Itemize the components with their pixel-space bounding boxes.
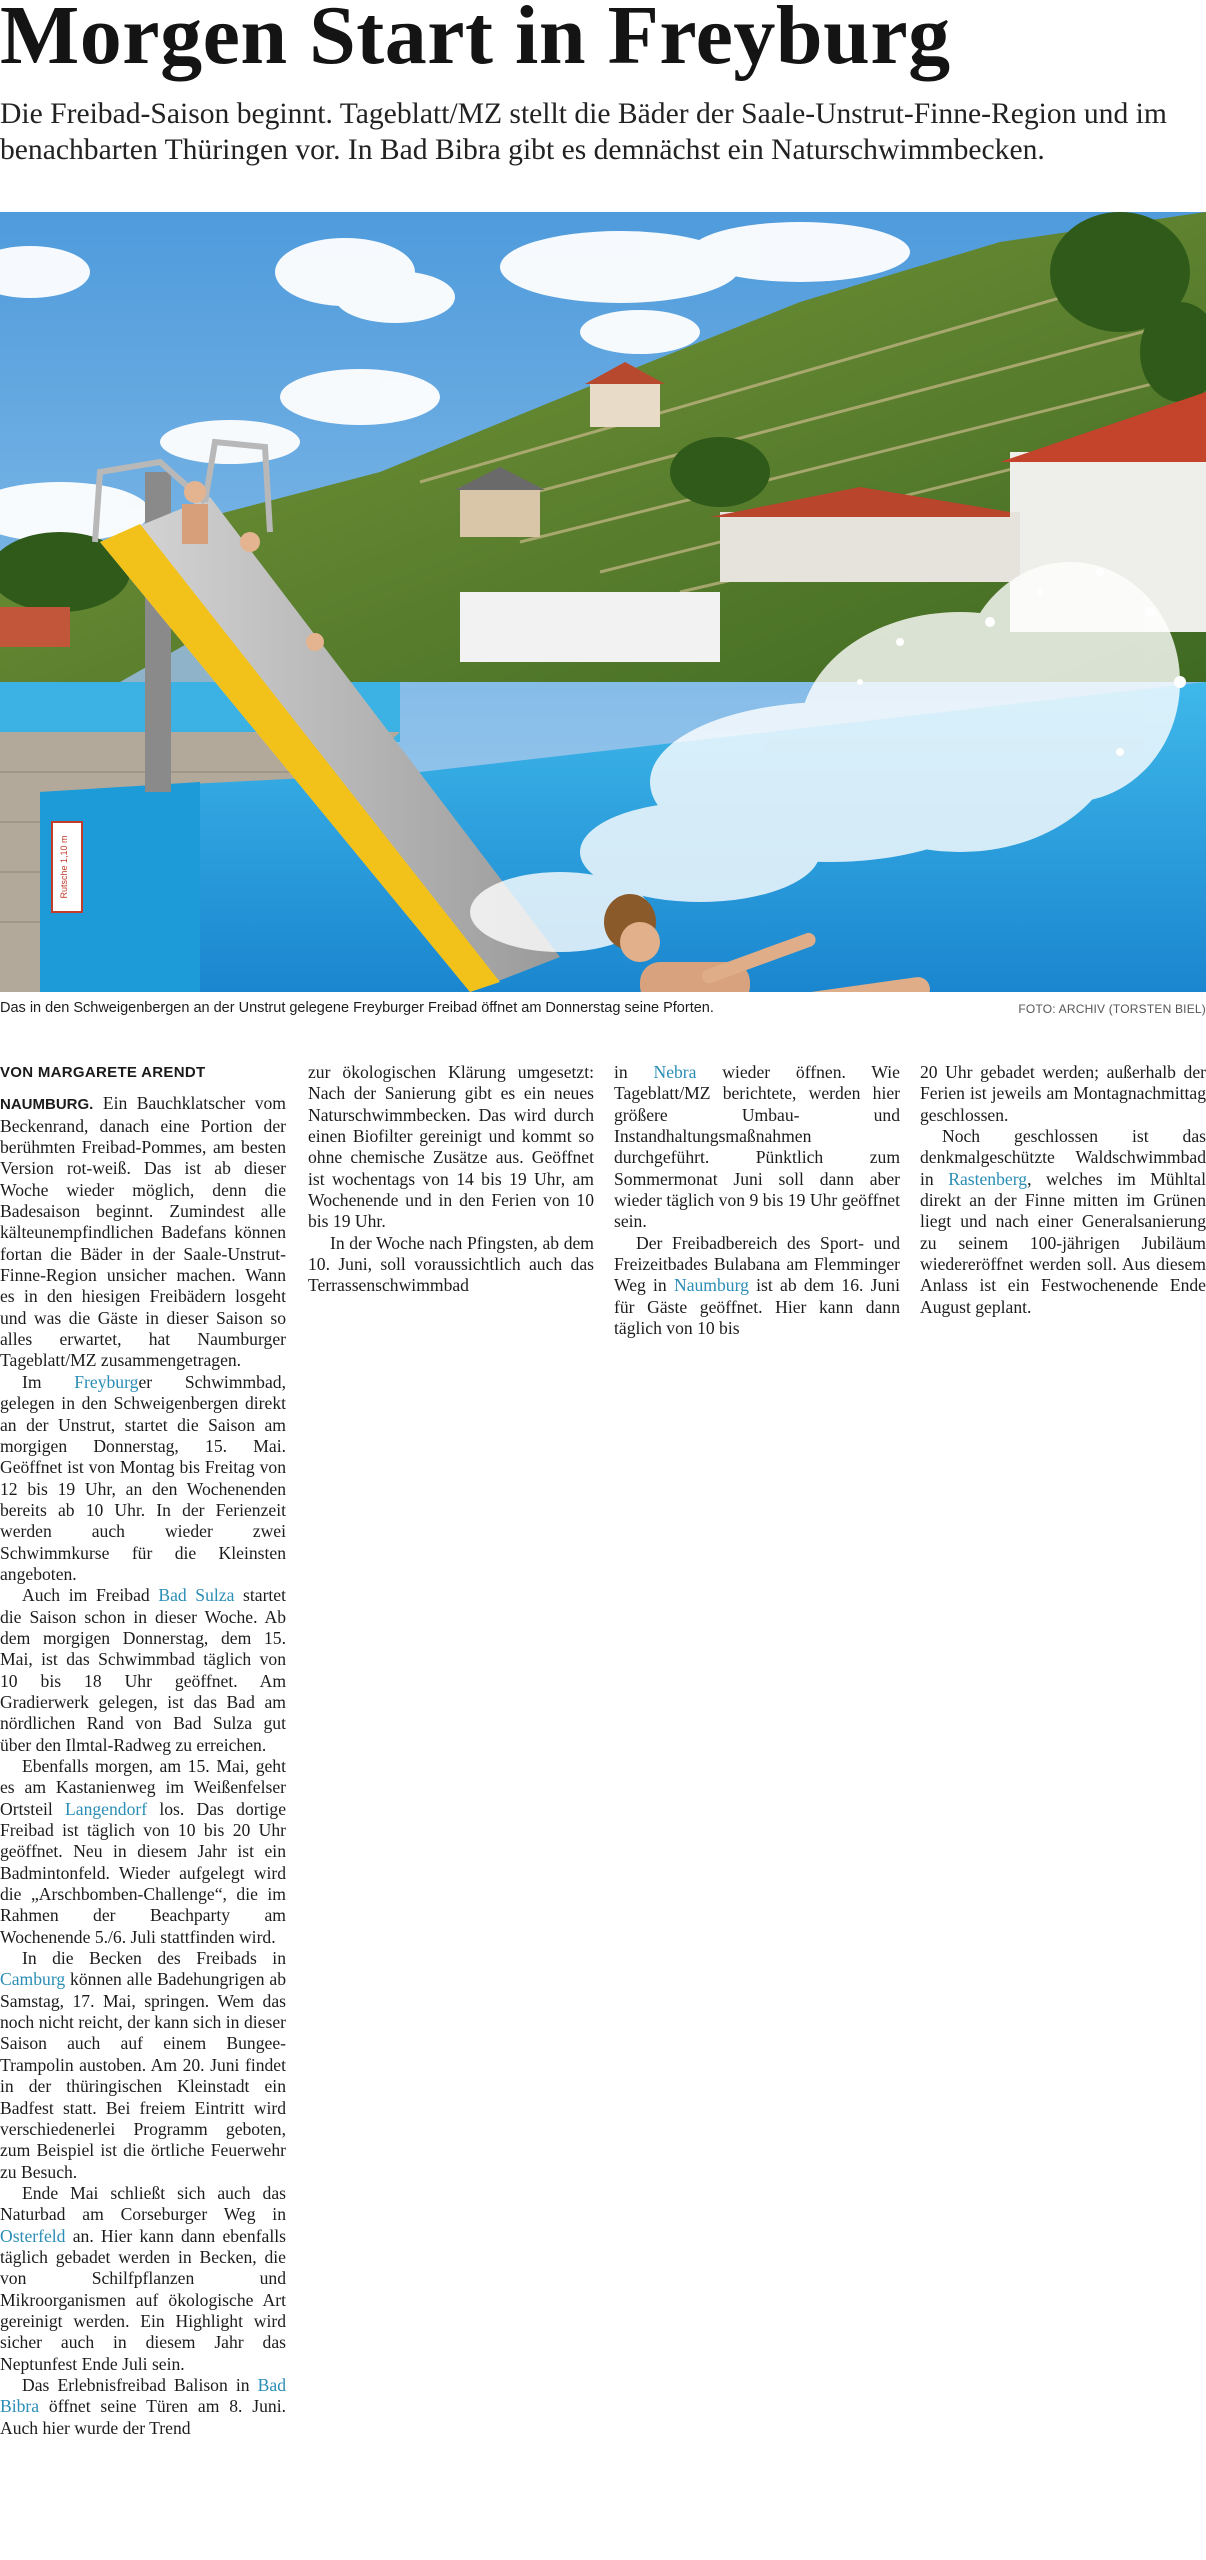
place-link-naumburg[interactable]: Naumburg — [673, 1275, 749, 1296]
place-link-bad-bibra[interactable]: Bad Bibra — [0, 2374, 286, 2417]
paragraph-text: öffnet seine Türen am 8. Juni. Auch hier wurde der Trend — [0, 2396, 286, 2438]
paragraph-text: können alle Badehungrigen ab Samstag, 17. Mai, springen. Wem das noch nicht reicht, der kann sich in dieser Saison auch auf einem Bungee-Trampolin austoben. Am 20. Juni findet in der thüringischen Kleinstadt ein Badfest statt. Bei freiem Eintritt wird verschiedenerlei Programm geboten, zum Beispiel ist die örtliche Feuerwehr zu Besuch. — [0, 1969, 286, 2182]
column-1 — [0, 1062, 286, 2439]
paragraph-text: Noch geschlossen ist das denkmalgeschützte Waldschwimmbad in — [920, 1126, 1206, 1189]
paragraph — [0, 1585, 286, 1756]
paragraph-text: Im — [22, 1371, 75, 1392]
paragraph — [0, 1948, 286, 2183]
article-intro: Die Freibad-Saison beginnt. Tageblatt/MZ stellt die Bäder der Saale-Unstrut-Finne-Region und im benachbarten Thüringen vor. In Bad Bibra gibt es demnächst ein Naturschwimmbecken. — [0, 98, 1167, 166]
paragraph — [614, 1233, 900, 1340]
place-link-osterfeld[interactable]: Osterfeld — [0, 2225, 66, 2246]
paragraph — [614, 1062, 900, 1233]
article-photo — [0, 212, 1206, 992]
author-byline: VON MARGARETE ARENDT — [0, 1064, 206, 1081]
paragraph: 20 Uhr gebadet werden; außerhalb der Ferien ist jeweils am Montagnachmittag geschlossen. — [920, 1062, 1206, 1125]
paragraph — [0, 1372, 286, 1585]
paragraph-text: Ein Bauchklatscher vom Beckenrand, danach eine Portion der berühmten Freibad-Pommes, am besten Version rot-weiß. Das ist ab dieser Woche wieder möglich, denn die Badesaison beginnt. Zumindest alle kälteunempfindlichen Badefans können fortan die Bäder in der Saale-Unstrut-Finne-Region unsicher machen. Wann es in den hiesigen Freibädern losgeht und was die Gäste in dieser Saison so alles erwartet, hat Naumburger Tageblatt/MZ zusammengetragen. — [0, 1093, 286, 1371]
column-3 — [614, 1062, 900, 1339]
place-link-rastenberg[interactable]: Rastenberg — [948, 1168, 1028, 1189]
paragraph — [0, 2375, 286, 2439]
article-headline: Morgen Start in Freyburg — [0, 0, 951, 82]
photo-credit: FOTO: ARCHIV (TORSTEN BIEL) — [1018, 1002, 1206, 1016]
place-link-camburg[interactable]: Camburg — [0, 1969, 66, 1990]
paragraph-text: In die Becken des Freibads in — [22, 1948, 286, 1969]
paragraph-text: Ebenfalls morgen, am 15. Mai, geht es am Kastanienweg im Weißenfelser Ortsteil — [0, 1756, 286, 1819]
paragraph — [920, 1126, 1206, 1318]
paragraph — [0, 1756, 286, 1948]
freibad-photo-illustration — [0, 212, 1206, 992]
paragraph-text: , welches im Mühltal direkt an der Finne mitten im Grünen liegt und nach einer Generalsanierung zu seinem 100-jährigen Jubiläum wiedereröffnet werden soll. Aus diesem Anlass ist ein Festwochenende Ende August geplant. — [920, 1168, 1206, 1317]
paragraph-text: startet die Saison schon in dieser Woche. Ab dem morgigen Donnerstag, dem 15. Mai, ist das Schwimmbad täglich von 10 bis 18 Uhr geöffnet. Am Gradierwerk gelegen, ist das Bad am nördlichen Rand von Bad Sulza gut über den Ilmtal-Radweg zu erreichen. — [0, 1585, 287, 1755]
place-link-freyburg[interactable]: Freyburg — [74, 1371, 139, 1392]
article-body — [0, 1062, 1206, 2558]
paragraph-text: Ende Mai schließt sich auch das Naturbad am Corseburger Weg in — [0, 2182, 286, 2225]
paragraph-text: Das Erlebnisfreibad Balison in — [22, 2374, 258, 2395]
paragraph — [0, 1093, 286, 1371]
pool-sign-text: Rutsche 1,10 m — [59, 835, 69, 899]
paragraph-text: in — [614, 1062, 654, 1082]
paragraph: In der Woche nach Pfingsten, ab dem 10. Juni, soll voraussichtlich auch das Terrassenschwimmbad — [308, 1232, 594, 1296]
place-link-bad-sulza[interactable]: Bad Sulza — [158, 1585, 235, 1606]
paragraph-text: ist ab dem 16. Juni für Gäste geöffnet. Hier kann dann täglich von 10 bis — [614, 1275, 900, 1339]
photo-caption: Das in den Schweigenbergen an der Unstrut gelegene Freyburger Freibad öffnet am Donnerstag seine Pforten. — [0, 1000, 714, 1016]
paragraph-text: an. Hier kann dann ebenfalls täglich gebadet werden in Becken, die von Schilfpflanzen und Mikroorganismen auf ökologische Art gereinigt werden. Ein Highlight wird sicher auch in diesem Jahr das Neptunfest Ende Juli sein. — [0, 2225, 286, 2374]
place-link-nebra[interactable]: Nebra — [653, 1062, 697, 1082]
paragraph-text: er Schwimmbad, gelegen in den Schweigenbergen direkt an der Unstrut, startet die Saison am morgigen Donnerstag, 15. Mai. Geöffnet ist von Montag bis Freitag von 12 bis 19 Uhr, an den Wochenenden bereits ab 10 Uhr. In der Ferienzeit werden auch wieder zwei Schwimmkurse für die Kleinsten angeboten. — [0, 1371, 286, 1584]
place-link-langendorf[interactable]: Langendorf — [65, 1798, 148, 1819]
paragraph-text: Auch im Freibad — [22, 1585, 159, 1606]
paragraph: zur ökologischen Klärung umgesetzt: Nach der Sanierung gibt es ein neues Naturschwimmbecken. Das wird durch einen Biofilter gereinigt und kommt so ohne chemische Zusätze aus. Geöffnet ist wochentags von 14 bis 19 Uhr, am Wochenende und in den Ferien von 10 bis 19 Uhr. — [308, 1062, 594, 1232]
column-4 — [920, 1062, 1206, 1318]
paragraph-text: los. Das dortige Freibad ist täglich von 10 bis 20 Uhr geöffnet. Neu in diesem Jahr ist ein Badmintonfeld. Wieder aufgelegt wird die „Arschbomben-Challenge“, die im Rahmen der Beachparty am Wochenende 5./6. Juli stattfinden wird. — [0, 1798, 286, 1947]
column-2 — [308, 1062, 594, 1297]
dateline: NAUMBURG. — [0, 1096, 94, 1114]
paragraph-text: wieder öffnen. Wie Tageblatt/MZ berichtete, werden hier größere Umbau- und Instandhaltungsmaßnahmen durchgeführt. Pünktlich zum Sommermonat Juni soll dann aber wieder täglich von 9 bis 19 Uhr geöffnet sein. — [614, 1062, 900, 1232]
paragraph-text: Der Freibadbereich des Sport- und Freizeitbades Bulabana am Flemminger Weg in — [614, 1232, 900, 1296]
paragraph — [0, 2183, 286, 2375]
